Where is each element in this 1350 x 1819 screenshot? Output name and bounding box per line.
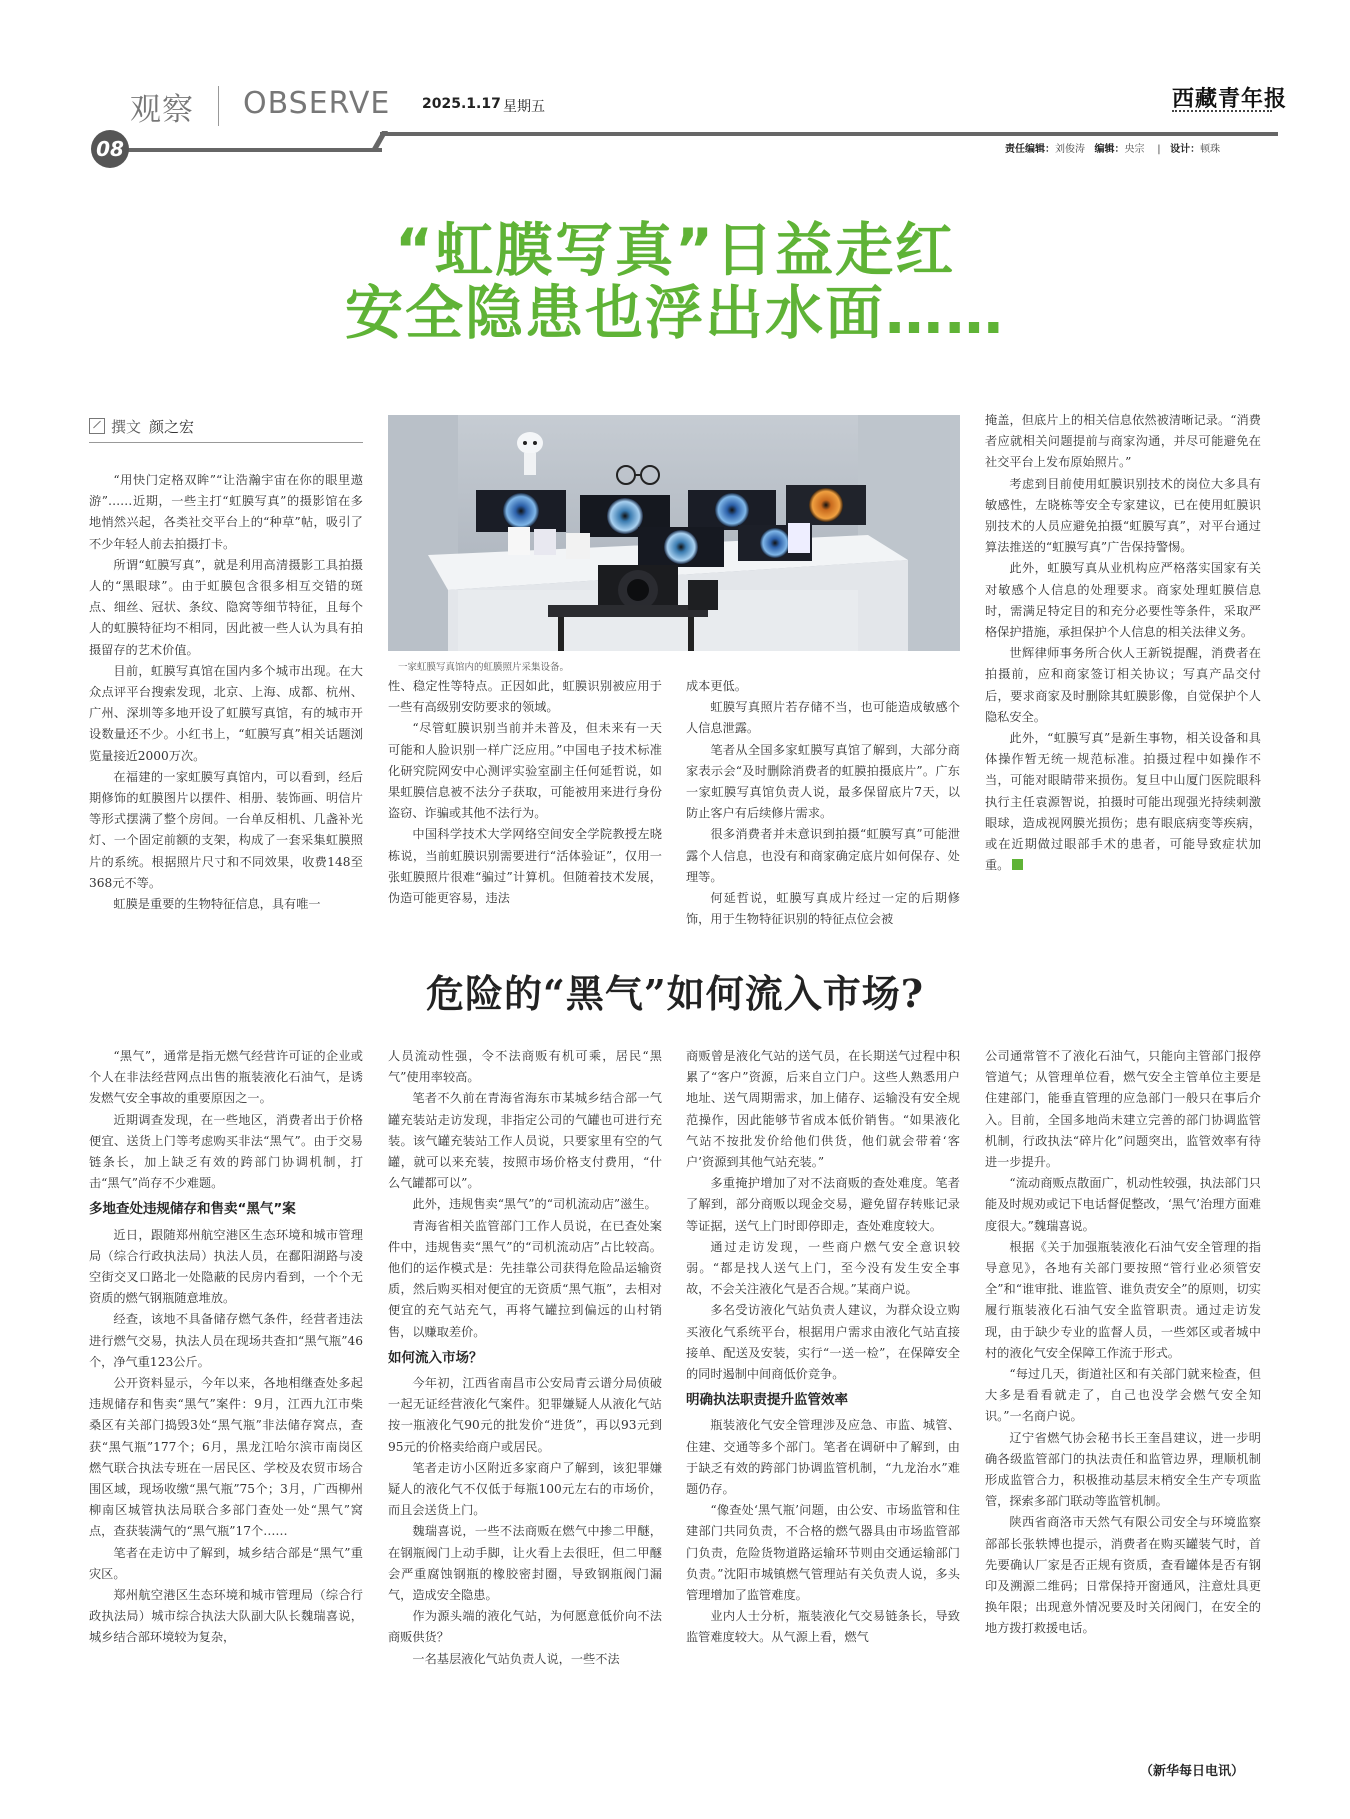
paragraph: 在福建的一家虹膜写真馆内，可以看到，经后期修饰的虹膜图片以摆件、相册、装饰画、明信片等形式摆满了整个房间。一台单反相机、几盏补光灯、一个固定前额的支架，构成了一套采集虹膜照片的系统。根据照片尺寸和不同效果，收费148至368元不等。 (89, 769, 363, 890)
paragraph: “黑气”，通常是指无燃气经营许可证的企业或个人在非法经营网点出售的瓶装液化石油气，是诱发燃气安全事故的重要原因之一。 (89, 1049, 363, 1106)
paragraph: 此外，虹膜写真从业机构应严格落实国家有关对敏感个人信息的处理要求。商家处理虹膜信息时，需满足特定目的和充分必要性等条件，采取严格保护措施，承担保护个人信息的相关法律义务。 (985, 561, 1261, 640)
subheading: 如何流入市场？ (388, 1349, 483, 1366)
pen-icon (89, 418, 105, 434)
article-photo-iris-camera-setup (388, 415, 960, 651)
paragraph: 人员流动性强，令不法商贩有机可乘，居民“黑气”使用率较高。 (388, 1049, 662, 1085)
paragraph: 通过走访发现，一些商户燃气安全意识较弱。“都是找人送气上门，至今没有发生安全事故，不会关注液化气是否合规。”某商户说。 (686, 1239, 960, 1297)
sub-editor-value: 央宗 (1124, 144, 1145, 155)
editor-label: 责任编辑： (1005, 144, 1055, 155)
article2-column-3 (686, 1046, 960, 1776)
article-end-icon (1012, 859, 1023, 870)
byline (89, 416, 194, 437)
article2-column-1 (89, 1046, 363, 1776)
article1-column-4 (985, 410, 1261, 940)
article1-headline-line1: “虹膜写真”日益走红 (394, 216, 956, 284)
subheading: 明确执法职责提升监管效率 (686, 1392, 848, 1409)
page-number-badge: 08 (91, 130, 129, 168)
section-divider (218, 86, 219, 126)
paragraph: 公司通常管不了液化石油气，只能向主管部门报停管道气；从管理单位看，燃气安全主管单位主要是住建部门，能垂直管理的应急部门一般只在事后介入。目前，全国多地尚未建立完善的部门协调监管机制，行政执法“碎片化”问题突出，监管效率有待进一步提升。 (985, 1049, 1261, 1170)
paragraph: 近日，跟随郑州航空港区生态环境和城市管理局（综合行政执法局）执法人员，在鄱阳湖路与凌空街交叉口路北一处隐蔽的民房内看到，一个个无资质的燃气钢瓶随意堆放。 (89, 1227, 363, 1306)
article2-column-2 (388, 1046, 662, 1776)
paragraph: 世辉律师事务所合伙人王新锐提醒，消费者在拍摄前，应和商家签订相关协议；写真产品交付后，要求商家及时删除其虹膜影像，自觉保护个人隐私安全。 (985, 646, 1261, 724)
paragraph: 今年初，江西省南昌市公安局青云谱分局侦破一起无证经营液化气案件。犯罪嫌疑人从液化气站按一瓶液化气90元的批发价“进货”，再以93元到95元的价格卖给商户或居民。 (388, 1376, 662, 1454)
article1-headline-line2: 安全隐患也浮出水面…… (344, 279, 1005, 347)
paragraph: 业内人士分析，瓶装液化气交易链条长，导致监管难度较大。从气源上看，燃气 (686, 1609, 960, 1645)
iris-photo-illustration (388, 415, 960, 651)
paragraph: 近期调查发现，在一些地区，消费者出于价格便宜、送货上门等考虑购买非法“黑气”。由于交易链条长，加上缺乏有效的跨部门协调机制，打击“黑气”尚存不少难题。 (89, 1112, 363, 1191)
section-name-cn: 观察 (130, 92, 194, 128)
paragraph: 此外，“虹膜写真”是新生事物，相关设备和具体操作暂无统一规范标准。拍摄过程中如操作不当，可能对眼睛带来损伤。复旦中山厦门医院眼科执行主任袁源智说，拍摄时可能出现强光持续刺激眼球，造成视网膜光损伤；患有眼底病变等疾病，或在近期做过眼部手术的患者，可能导致症状加重。 (985, 731, 1261, 873)
editor-credits: 责任编辑：刘俊涛 编辑：央宗 | 设计：顿珠 (1005, 144, 1221, 155)
article1-column-1 (89, 470, 363, 940)
paragraph: “用快门定格双眸”“让浩瀚宇宙在你的眼里遨游”……近期，一些主打“虹膜写真”的摄影馆在多地悄然兴起，各类社交平台上的“种草”帖，吸引了不少年轻人前去拍摄打卡。 (89, 473, 363, 551)
byline-label: 撰文 (111, 418, 142, 436)
paragraph: 经查，该地不具备储存燃气条件，经营者违法进行燃气交易，执法人员在现场共查扣“黑气瓶”46个，净气重123公斤。 (89, 1312, 363, 1369)
editor-value: 刘俊涛 (1055, 144, 1085, 155)
byline-rule (89, 442, 363, 443)
section-name-en: OBSERVE (243, 86, 391, 121)
subheading: 多地查处违规储存和售卖“黑气”案 (89, 1201, 296, 1218)
paragraph: 商贩曾是液化气站的送气员，在长期送气过程中积累了“客户”资源，后来自立门户。这些人熟悉用户地址、送气周期需求，加上储存、运输没有安全规范操作，因此能够节省成本低价销售。“如果液化气站不按批发价给他们供货，他们就会带着‘客户’资源到其他气站充装。” (686, 1049, 960, 1170)
article1-column-3 (686, 676, 960, 940)
byline-author: 颜之宏 (149, 418, 195, 436)
article1-column-2 (388, 676, 662, 940)
paragraph: 虹膜写真照片若存储不当，也可能造成敏感个人信息泄露。 (686, 700, 960, 736)
paragraph: 笔者从全国多家虹膜写真馆了解到，大部分商家表示会“及时删除消费者的虹膜拍摄底片”。广东一家虹膜写真馆负责人说，最多保留底片7天，以防止客户有后续修片需求。 (686, 742, 960, 821)
designer-value: 顿珠 (1200, 144, 1221, 155)
article2-source: （新华每日电讯） (1140, 1764, 1245, 1779)
paragraph: 成本更低。 (686, 679, 747, 693)
paragraph: 笔者不久前在青海省海东市某城乡结合部一气罐充装站走访发现，非指定公司的气罐也可进行充装。该气罐充装站工作人员说，只要家里有空的气罐，就可以来充装，按照市场价格支付费用，“什么气罐都可以”。 (388, 1091, 662, 1191)
paragraph: 陕西省商洛市天然气有限公司安全与环境监察部部长张轶博也提示，消费者在购买罐装气时，首先要确认厂家是否正规有资质，查看罐体是否有钢印及溯源二维码；日常保持开窗通风，注意灶具更换年限；出现意外情况要及时关闭阀门，在安全的地方拨打救援电话。 (985, 1515, 1261, 1636)
issue-date: 2025.1.17 (422, 96, 501, 112)
paragraph: 青海省相关监管部门工作人员说，在已查处案件中，违规售卖“黑气”的“司机流动店”占比较高。他们的运作模式是：先挂靠公司获得危险品运输资质，然后购买相对便宜的无资质“黑气瓶”，去相对便宜的充气站充气，再将气罐拉到偏远的山村销售，以赚取差价。 (388, 1218, 662, 1339)
header-rule-right (380, 132, 1278, 136)
issue-weekday: 星期五 (503, 99, 545, 115)
newspaper-logo: 西藏青年报 (1172, 86, 1288, 112)
paragraph: “尽管虹膜识别当前并未普及，但未来有一天可能和人脸识别一样广泛应用。”中国电子技术标准化研究院网安中心测评实验室副主任何延哲说，如果虹膜信息被不法分子获取，可能被用来进行身份盗窃、诈骗或其他不法行为。 (388, 721, 662, 821)
paragraph: 多重掩护增加了对不法商贩的查处难度。笔者了解到，部分商贩以现金交易，避免留存转账记录等证据，送气上门时即停即走，查处难度较大。 (686, 1176, 960, 1233)
paragraph: 作为源头端的液化气站，为何愿意低价向不法商贩供货？ (388, 1609, 662, 1645)
paragraph: 根据《关于加强瓶装液化石油气安全管理的指导意见》，各地有关部门要按照“管行业必须管安全”和“谁审批、谁监管、谁负责安全”的原则，切实履行瓶装液化石油气安全监管职责。通过走访发现，由于缺少专业的监督人员，一些郊区或者城中村的液化气安全保障工作流于形式。 (985, 1239, 1261, 1360)
paragraph: 笔者在走访中了解到，城乡结合部是“黑气”重灾区。 (89, 1545, 363, 1581)
paragraph: 辽宁省燃气协会秘书长王奎昌建议，进一步明确各级监管部门的执法责任和监管边界，理顺机制形成监管合力，积极推动基层末梢安全生产专项监管，探索多部门联动等监管机制。 (985, 1430, 1261, 1509)
paragraph: 多名受访液化气站负责人建议，为群众设立购买液化气系统平台，根据用户需求由液化气站直接接单、配送及安装，实行“一送一检”，在保障安全的同时遏制中间商低价竞争。 (686, 1303, 960, 1382)
paragraph: 何延哲说，虹膜写真成片经过一定的后期修饰，用于生物特征识别的特征点位会被 (686, 891, 960, 927)
paragraph: 笔者走访小区附近多家商户了解到，该犯罪嫌疑人的液化气不仅低于每瓶100元左右的市场价，而且会送货上门。 (388, 1460, 662, 1518)
paragraph: “流动商贩点散面广，机动性较强，执法部门只能及时规劝或记下电话督促整改，‘黑气’治理方面难度很大。”魏瑞喜说。 (985, 1176, 1261, 1233)
paragraph: 很多消费者并未意识到拍摄“虹膜写真”可能泄露个人信息，也没有和商家确定底片如何保存、处理等。 (686, 827, 960, 884)
paragraph: 目前，虹膜写真馆在国内多个城市出现。在大众点评平台搜索发现，北京、上海、成都、杭州、广州、深圳等多地开设了虹膜写真馆，有的城市开设数量还不少。小红书上，“虹膜写真”相关话题浏览量接近2000万次。 (89, 663, 363, 763)
paragraph: 公开资料显示，今年以来，各地相继查处多起违规储存和售卖“黑气”案件：9月，江西九江市柴桑区有关部门捣毁3处“黑气瓶”非法储存窝点，查获“黑气瓶”177个；6月，黑龙江哈尔滨市南岗区燃气联合执法专班在一居民区、学校及农贸市场合围区域，现场收缴“黑气瓶”75个；3月，广西柳州柳南区城管执法局联合多部门查处一处“黑气”窝点，查获装满气的“黑气瓶”17个…… (89, 1376, 363, 1539)
sub-editor-label: 编辑： (1094, 144, 1125, 155)
paragraph: 此外，违规售卖“黑气”的“司机流动店”滋生。 (412, 1197, 657, 1212)
article2-headline: 危险的“黑气”如何流入市场? (426, 971, 924, 1016)
paragraph: 性、稳定性等特点。正因如此，虹膜识别被应用于一些有高级别安防要求的领域。 (388, 679, 662, 715)
designer-label: 设计： (1170, 144, 1201, 155)
paragraph: 虹膜是重要的生物特征信息，具有唯一 (113, 897, 321, 912)
paragraph: “每过几天，街道社区和有关部门就来检查，但大多是看看就走了，自己也没学会燃气安全知识。”一名商户说。 (985, 1367, 1261, 1424)
paragraph: 一名基层液化气站负责人说，一些不法 (412, 1651, 620, 1666)
article2-column-4 (985, 1046, 1261, 1752)
paragraph: 魏瑞喜说，一些不法商贩在燃气中掺二甲醚，在钢瓶阀门上动手脚，让火看上去很旺，但二甲醚会严重腐蚀钢瓶的橡胶密封圈，导致钢瓶阀门漏气，造成安全隐患。 (388, 1524, 662, 1603)
paragraph: 所谓“虹膜写真”，就是利用高清摄影工具拍摄人的“黑眼球”。由于虹膜包含很多相互交错的斑点、细丝、冠状、条纹、隐窝等细节特征，且每个人的虹膜特征均不相同，因此被一些人认为具有拍摄留存的艺术价值。 (89, 557, 363, 657)
photo-caption: 一家虹膜写真馆内的虹膜照片采集设备。 (398, 662, 570, 673)
paragraph: 考虑到目前使用虹膜识别技术的岗位大多具有敏感性，左晓栋等安全专家建议，已在使用虹膜识别技术的人员应避免拍摄“虹膜写真”，对平台通过算法推送的“虹膜写真”广告保持警惕。 (985, 476, 1261, 555)
paragraph: 郑州航空港区生态环境和城市管理局（综合行政执法局）城市综合执法大队副大队长魏瑞喜说，城乡结合部环境较为复杂， (89, 1588, 363, 1645)
paragraph: 中国科学技术大学网络空间安全学院教授左晓栋说，当前虹膜识别需要进行“活体验证”，仅用一张虹膜照片很难“骗过”计算机。但随着技术发展，伪造可能更容易，违法 (388, 827, 662, 906)
paragraph: 瓶装液化气安全管理涉及应急、市监、城管、住建、交通等多个部门。笔者在调研中了解到，由于缺乏有效的跨部门协调监管机制，“九龙治水”难题仍存。 (686, 1418, 960, 1497)
paragraph: “像查处‘黑气瓶’问题，由公安、市场监管和住建部门共同负责，不合格的燃气器具由市场监管部门负责，危险货物道路运输环节则由交通运输部门负责。”沈阳市城镇燃气管理站有关负责人说，多头管理增加了监管难度。 (686, 1503, 960, 1603)
paragraph: 掩盖，但底片上的相关信息依然被清晰记录。“消费者应就相关问题提前与商家沟通，并尽可能避免在社交平台上发布原始照片。” (985, 413, 1261, 470)
newspaper-logo-subscript (1172, 110, 1272, 117)
header-rule-left (128, 148, 382, 152)
